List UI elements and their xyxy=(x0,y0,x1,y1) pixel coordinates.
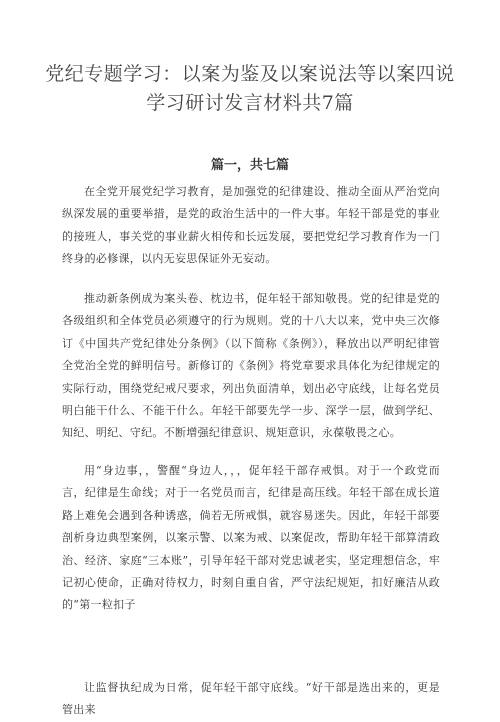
section-heading: 篇一，共七篇 xyxy=(210,158,289,173)
paragraph: 用“身边事，，警醒“身边人，，，促年轻干部存戒惧。对于一个政党而言，纪律是生命线；对于一名党员而言，纪律是高压线。年轻干部在成长道路上难免会遇到各种诱惑，倘若无所戒惧，就容易迷失。因此，年轻干部要剖析身边典型案例，以案示警、以案为戒、以案促改，帮助年轻干部算清政治、经济、家庭“三本账”，引导年轻干部对党忠诚老实，坚定理想信念，牢记初心使命，正确对待权力，时刻自重自省，严守法纪规矩，扣好廉洁从政的“第一粒扣子 xyxy=(62,464,440,612)
document-title: 党纪专题学习：以案为鉴及以案说法等以案四说学习研讨发言材料共7篇 xyxy=(45,63,455,114)
paragraph: 在全党开展党纪学习教育，是加强党的纪律建设、推动全面从严治党向纵深发展的重要举措，是党的政治生活中的一件大事。年轻干部是党的事业的接班人，事关党的事业薪火相传和长远发展，要把党纪学习教育作为一门终身的必修课，以内无妄思保证外无妄动。 xyxy=(62,185,440,266)
paragraph: 让监督执纪成为日常，促年轻干部守底线。“好干部是选出来的，更是管出来 xyxy=(62,681,440,717)
paragraph: 推动新条例成为案头卷、枕边书，促年轻干部知敬畏。党的纪律是党的各级组织和全体党员必须遵守的行为规则。党的十八大以来，党中央三次修订《中国共产党纪律处分条例》（以下简称《条例》），释放出以严明纪律管全党治全党的鲜明信号。新修订的《条例》将党章要求具体化为纪律规定的实际行动，围绕党纪戒尺要求，列出负面清单，划出必守底线，让每名党员明白能干什么、不能干什么。年轻干部要先学一步、深学一层，做到学纪、知纪、明纪、守纪。不断增强纪律意识、规矩意识，永葆敬畏之心。 xyxy=(62,292,440,440)
